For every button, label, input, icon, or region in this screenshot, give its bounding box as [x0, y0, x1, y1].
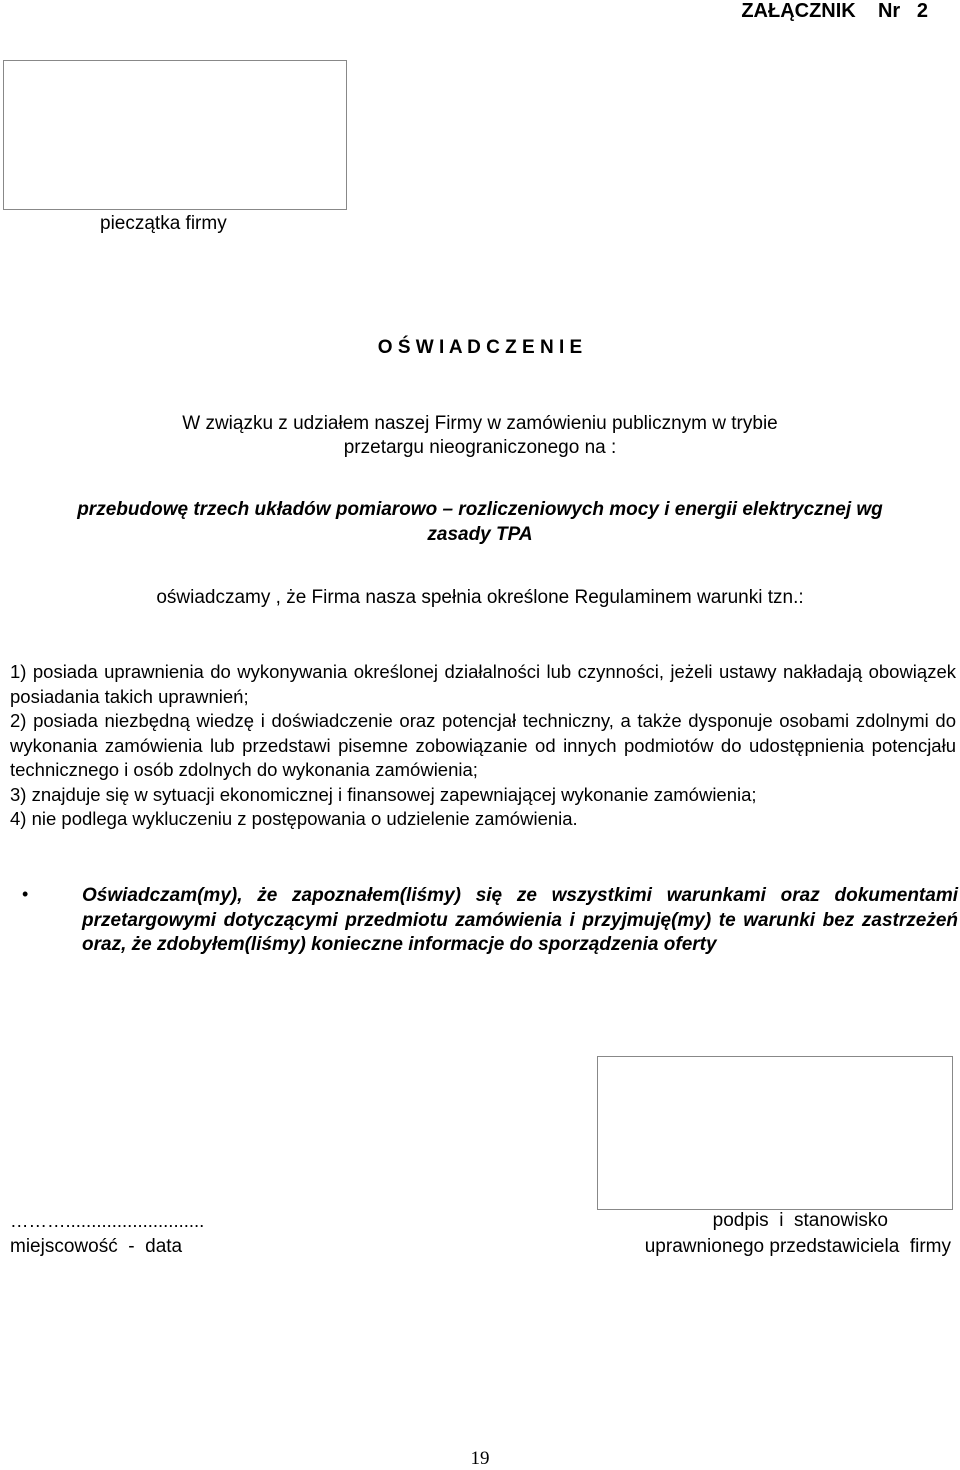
conditions-list	[10, 660, 956, 832]
place-date-label: miejscowość - data	[10, 1236, 183, 1257]
condition-item: 3) znajduje się w sytuacji ekonomicznej i finansowej zapewniającej wykonanie zamówienia;	[10, 783, 757, 805]
bullet-icon: •	[22, 884, 29, 904]
signature-box	[597, 1056, 953, 1210]
intro-line-1: W związku z udziałem naszej Firmy w zamówieniu publicznym w trybie	[182, 413, 778, 434]
tender-subject	[0, 497, 960, 547]
company-stamp-label: pieczątka firmy	[100, 213, 227, 234]
condition-item: 4) nie podlega wykluczeniu z postępowania o udzielenie zamówienia.	[10, 808, 578, 829]
declaration-line: oświadczamy , że Firma nasza spełnia określone Regulaminem warunki tzn.:	[156, 587, 804, 608]
acceptance-statement: Oświadczam(my), że zapoznałem(liśmy) się ze wszystkimi warunkami oraz dokumentami przetargowymi dotyczącymi przedmiotu zamówienia i przyjmuję(my) te warunki bez zastrzeżeń oraz, że zdobyłem(liśmy) konieczne informacje do sporządzenia oferty	[82, 885, 958, 955]
signature-label-line-2: uprawnionego przedstawiciela firmy	[644, 1236, 951, 1257]
subject-line-2: zasady TPA	[427, 524, 533, 545]
signature-label-line-1: podpis i stanowisko	[712, 1210, 888, 1231]
subject-line-1: przebudowę trzech układów pomiarowo – rozliczeniowych mocy i energii elektrycznej wg	[77, 499, 883, 520]
page-number: 19	[470, 1448, 490, 1469]
intro-paragraph	[0, 412, 960, 460]
condition-item: 2) posiada niezbędną wiedzę i doświadczenie oraz potencjał techniczny, a także dysponuje osobami zdolnymi do wykonania zamówienia lub przedstawi pisemne zobowiązanie od innych podmiotów do udostępnienia potencjału technicznego i osób zdolnych do wykonania zamówienia;	[10, 710, 956, 780]
intro-line-2: przetargu nieograniczonego na :	[343, 437, 617, 458]
annex-label: ZAŁĄCZNIK Nr 2	[741, 0, 928, 22]
company-stamp-box	[3, 60, 347, 210]
document-title: O Ś W I A D C Z E N I E	[377, 337, 583, 358]
place-date-dotted-line: ………...........................	[10, 1210, 205, 1231]
condition-item: 1) posiada uprawnienia do wykonywania określonej działalności lub czynności, jeżeli ustawy nakładają obowiązek posiadania takich uprawnień;	[10, 661, 956, 707]
